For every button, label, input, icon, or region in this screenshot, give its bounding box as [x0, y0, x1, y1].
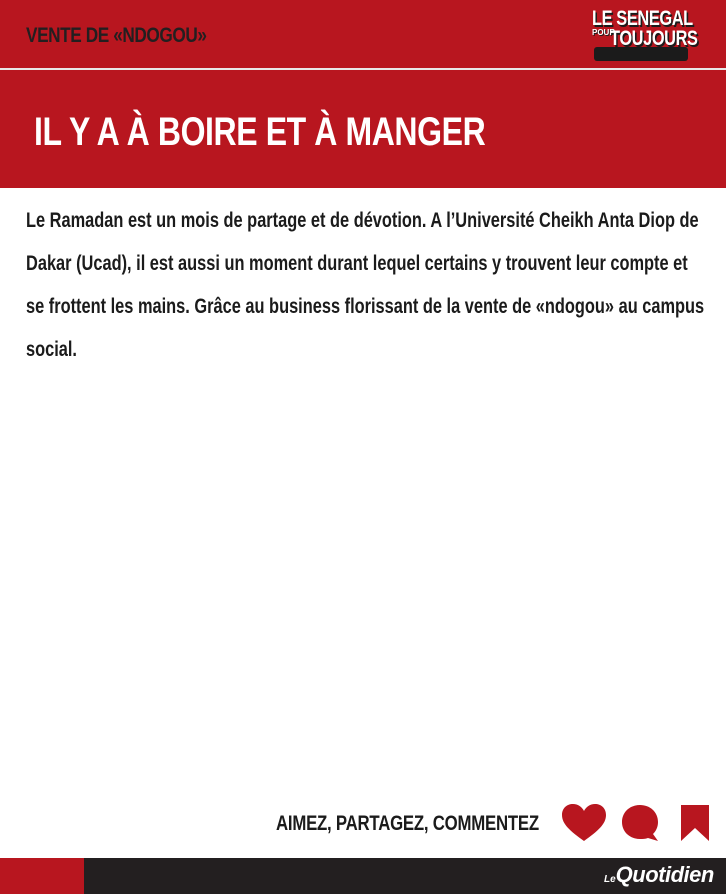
brand-logo: [590, 7, 698, 65]
footer-accent: [0, 858, 84, 894]
headline-band: [0, 70, 726, 188]
brand-logo-pour: POUR: [592, 28, 616, 37]
top-bar: [0, 0, 726, 68]
article-lead: Le Ramadan est un mois de partage et de dévotion. A l’Université Cheikh Anta Diop de Dakar (Ucad), il est aussi un moment durant lequel certains y trouvent leur compte et se frottent les mains. Grâce au business florissant de la vente de «ndogou» au campus social.: [26, 209, 705, 361]
section-kicker: VENTE DE «NDOGOU»: [26, 24, 207, 47]
bookmark-icon[interactable]: [680, 804, 710, 842]
publisher-logo: [604, 862, 714, 888]
comment-icon[interactable]: [620, 803, 662, 843]
brand-logo-line1: LE SENEGAL: [592, 7, 693, 30]
page-title: IL Y A À BOIRE ET À MANGER: [34, 110, 486, 154]
publisher-logo-prefix: Le: [604, 874, 616, 885]
heart-icon[interactable]: [560, 803, 608, 843]
call-to-action: AIMEZ, PARTAGEZ, COMMENTEZ: [276, 812, 539, 835]
brand-logo-line2: TOUJOURS: [610, 27, 698, 50]
publisher-logo-name: Quotidien: [615, 862, 714, 887]
